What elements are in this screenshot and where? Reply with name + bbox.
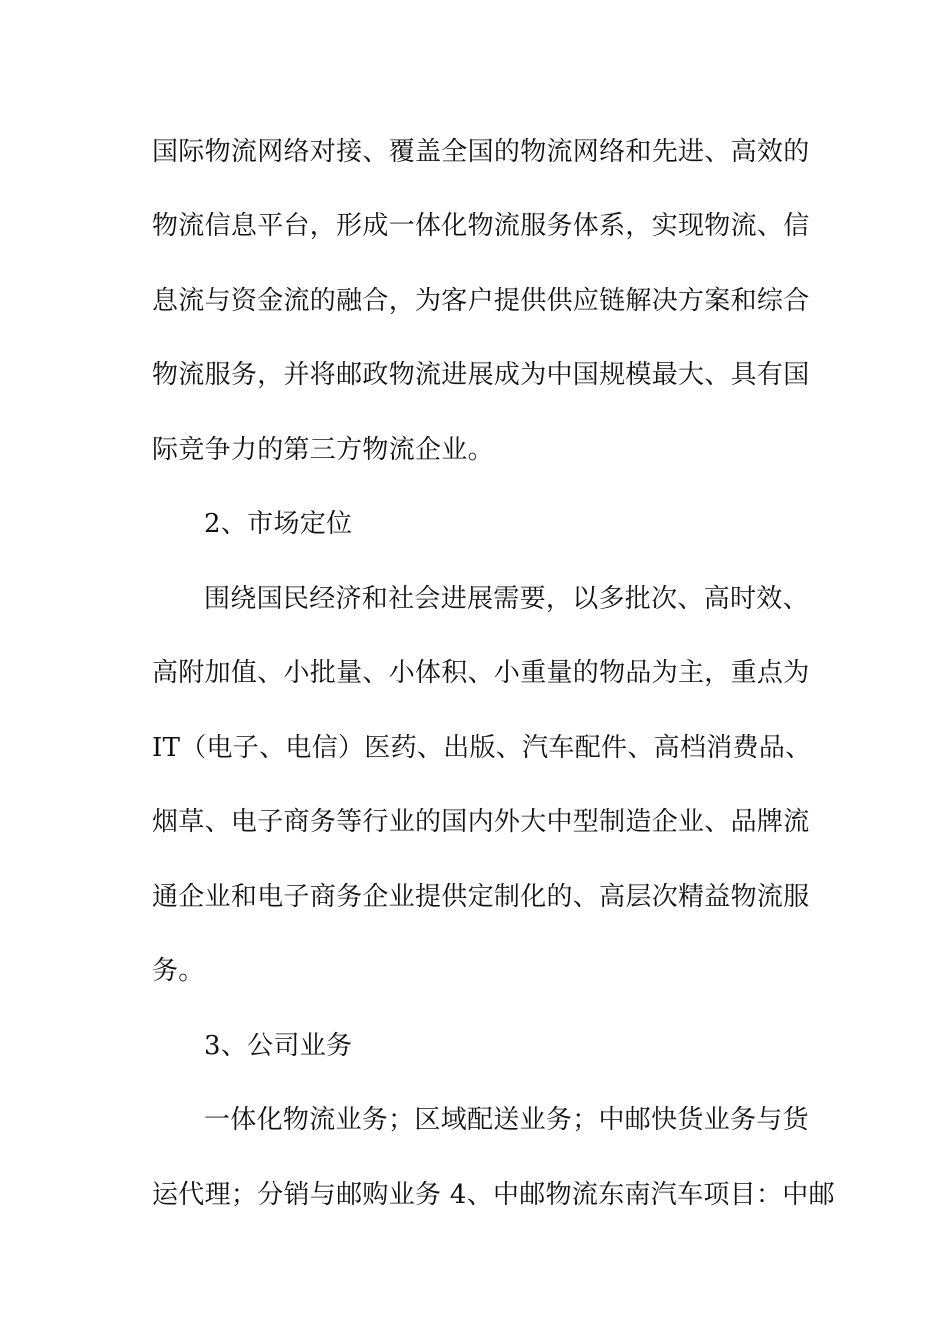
paragraph-line: IT（电子、电信）医药、出版、汽车配件、高档消费品、	[152, 733, 812, 763]
paragraph-line: 运代理；分销与邮购业务 4、中邮物流东南汽车项目：中邮	[152, 1180, 835, 1210]
paragraph-line: 务。	[152, 956, 205, 986]
paragraph-line: 际竞争力的第三方物流企业。	[152, 435, 494, 465]
paragraph-line: 围绕国民经济和社会进展需要，以多批次、高时效、	[204, 584, 809, 614]
paragraph-line: 通企业和电子商务企业提供定制化的、高层次精益物流服	[152, 882, 810, 912]
paragraph-line: 国际物流网络对接、覆盖全国的物流网络和先进、高效的	[152, 137, 810, 167]
paragraph-line: 物流服务，并将邮政物流进展成为中国规模最大、具有国	[152, 360, 810, 390]
paragraph-line: 息流与资金流的融合，为客户提供供应链解决方案和综合	[152, 286, 810, 316]
paragraph-line: 一体化物流业务；区域配送业务；中邮快货业务与货	[204, 1105, 809, 1135]
section-heading-company-business: 3、公司业务	[204, 1031, 353, 1061]
paragraph-line: 物流信息平台，形成一体化物流服务体系，实现物流、信	[152, 211, 810, 241]
paragraph-line: 高附加值、小批量、小体积、小重量的物品为主，重点为	[152, 658, 810, 688]
paragraph-line: 烟草、电子商务等行业的国内外大中型制造企业、品牌流	[152, 807, 810, 837]
section-heading-market-positioning: 2、市场定位	[204, 509, 353, 539]
